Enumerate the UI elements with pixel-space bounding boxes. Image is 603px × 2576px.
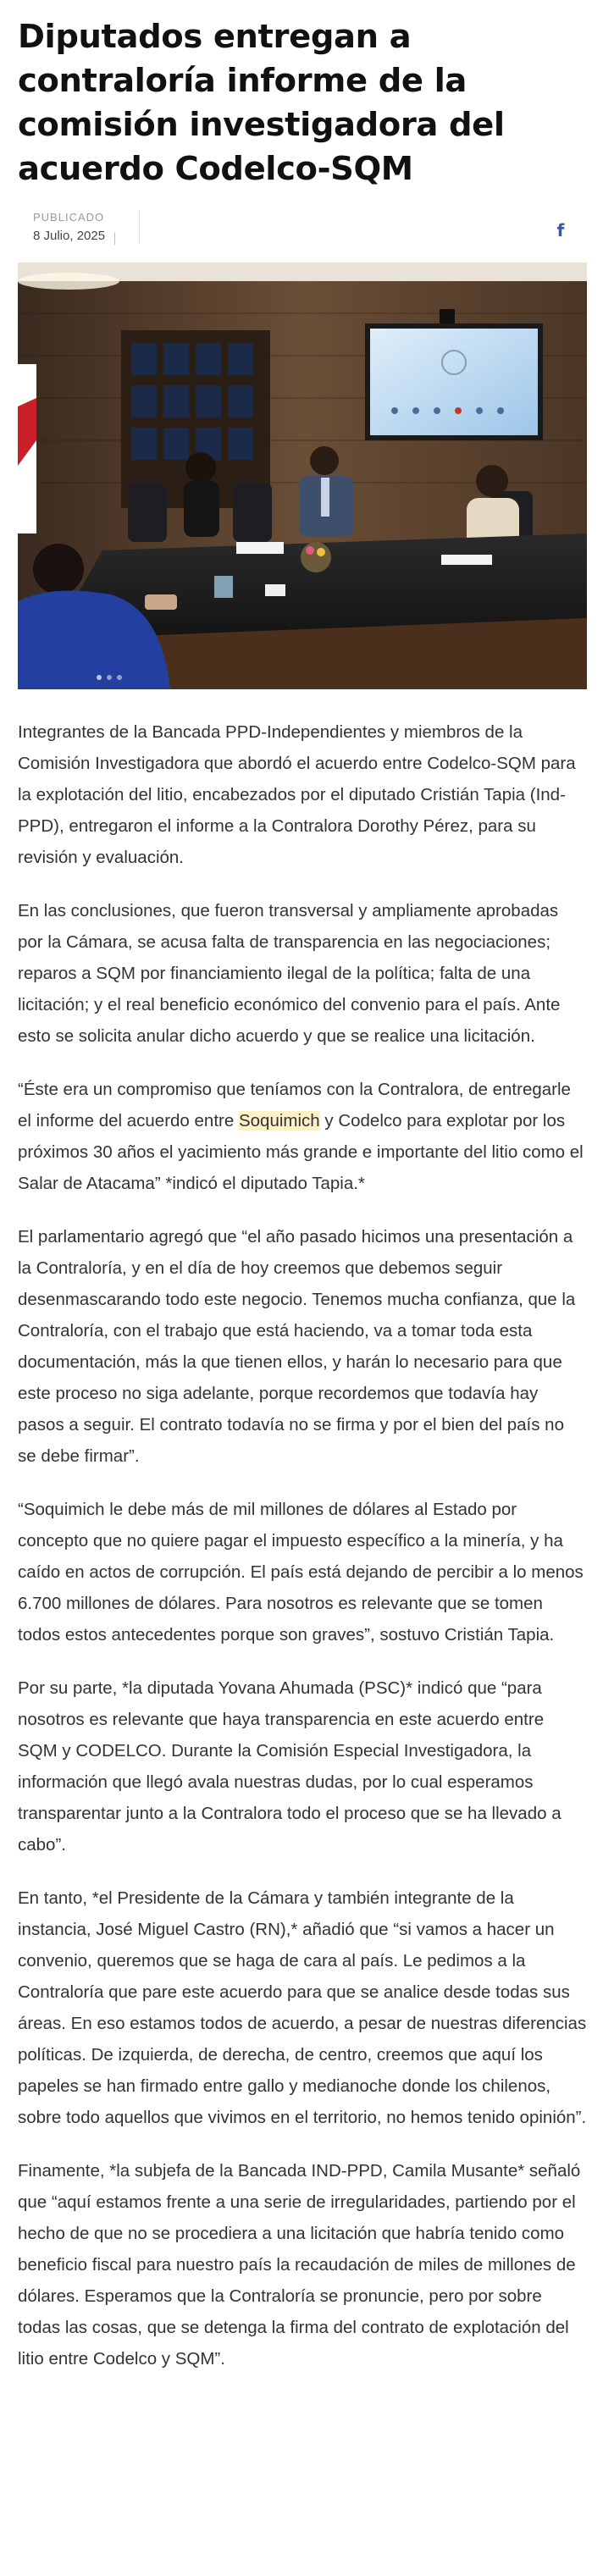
- article-paragraph: El parlamentario agregó que “el año pasado hicimos una presentación a la Contraloría, y en el día de hoy creemos que debemos seguir desenmascarando todo este negocio. Tenemos mucha confianza, que la Contraloría, con el trabajo que está haciendo, va a tomar toda esta documentación, más la que tienen ellos, y harán lo necesario para que este proceso no siga adelante, porque recordemos que todavía hay pasos a seguir. El contrato todavía no se firma y por el bien del país no se debe firmar”.: [18, 1227, 576, 1466]
- highlighted-keyword-link[interactable]: Soquimich: [238, 1111, 320, 1130]
- meta-separator: [114, 233, 115, 245]
- article-paragraph: Por su parte, *la diputada Yovana Ahumada (PSC)* indicó que “para nosotros es relevante que haya transparencia en este acuerdo entre SQM y CODELCO. Durante la Comisión Especial Investigadora, la información que llegó avala nuestras dudas, por lo cual esperamos transparentar junto a la Contralora todo el proceso que se ha llevado a cabo”.: [18, 1678, 562, 1855]
- article-paragraph: En las conclusiones, que fueron transversal y ampliamente aprobadas por la Cámara, se acusa falta de transparencia en las negociaciones; reparos a SQM por financiamiento ilegal de la política; falta de una licitación; y el real beneficio económico del convenio para el país. Ante esto se solicita anular dicho acuerdo y que se realice una licitación.: [18, 901, 561, 1046]
- published-info: [33, 210, 105, 246]
- article-meta: [18, 203, 587, 256]
- article-paragraph: Finamente, *la subjefa de la Bancada IND-PPD, Camila Musante* señaló que “aquí estamos frente a una serie de irregularidades, partiendo por el hecho de que no se procediera a una licitación que habría tenido como beneficio fiscal para nuestro país la recaudación de miles de millones de dólares. Esperamos que la Contraloría se pronuncie, pero por sobre todas las cosas, que se detenga la firma del contrato de explotación del litio entre Codelco y SQM”.: [18, 2161, 581, 2369]
- article-paragraph: En tanto, *el Presidente de la Cámara y también integrante de la instancia, José Miguel Castro (RN),* añadió que “si vamos a hacer un convenio, queremos que se haga de cara al país. Le pedimos a la Contraloría que pare este acuerdo para que se analice desde todas sus áreas. En eso estamos todos de acuerdo, a pesar de nuestras diferencias políticas. De izquierda, de derecha, de centro, creemos que aquí los papeles se han firmado entre gallo y medianoche donde los chilenos, sobre todo aquellos que vivimos en el territorio, no hemos tenido opinión”.: [18, 1888, 587, 2127]
- published-label: PUBLICADO: [33, 211, 105, 224]
- article-photo: [18, 263, 587, 689]
- article-title: Diputados entregan a contraloría informe de la comisión investigadora del acuerdo Codelco-SQM: [18, 18, 505, 188]
- article-paragraph: Integrantes de la Bancada PPD-Independientes y miembros de la Comisión Investigadora que abordó el acuerdo entre Codelco-SQM para la explotación del litio, encabezados por el diputado Cristián Tapia (Ind-PPD), entregaron el informe a la Contralora Dorothy Pérez, para su revisión y evaluación.: [18, 722, 576, 867]
- article-body: [18, 716, 587, 2396]
- published-date: 8 Julio, 2025: [33, 229, 106, 243]
- paragraph-text: y Codelco para explotar por los próximos 30 años el yacimiento más grande e importante del litio como el Salar de Atacama” *indicó el diputado Tapia.*: [18, 1111, 584, 1193]
- facebook-icon[interactable]: f: [556, 220, 565, 240]
- meeting-photo: [18, 263, 587, 689]
- meta-divider: [139, 210, 140, 244]
- article: [18, 0, 587, 2369]
- paragraph-text: “Éste era un compromiso que teníamos con la Contralora, de entregarle el informe del acuerdo entre: [18, 1080, 571, 1130]
- article-paragraph: “Soquimich le debe más de mil millones de dólares al Estado por concepto que no quiere pagar el impuesto específico a la minería, y ha caído en actos de corrupción. El país está dejando de percibir a lo menos 6.700 millones de dólares. Para nosotros es relevante que se tomen todos estos antecedentes porque son graves”, sostuvo Cristián Tapia.: [18, 1500, 584, 1645]
- article-paragraph: [18, 1074, 587, 1199]
